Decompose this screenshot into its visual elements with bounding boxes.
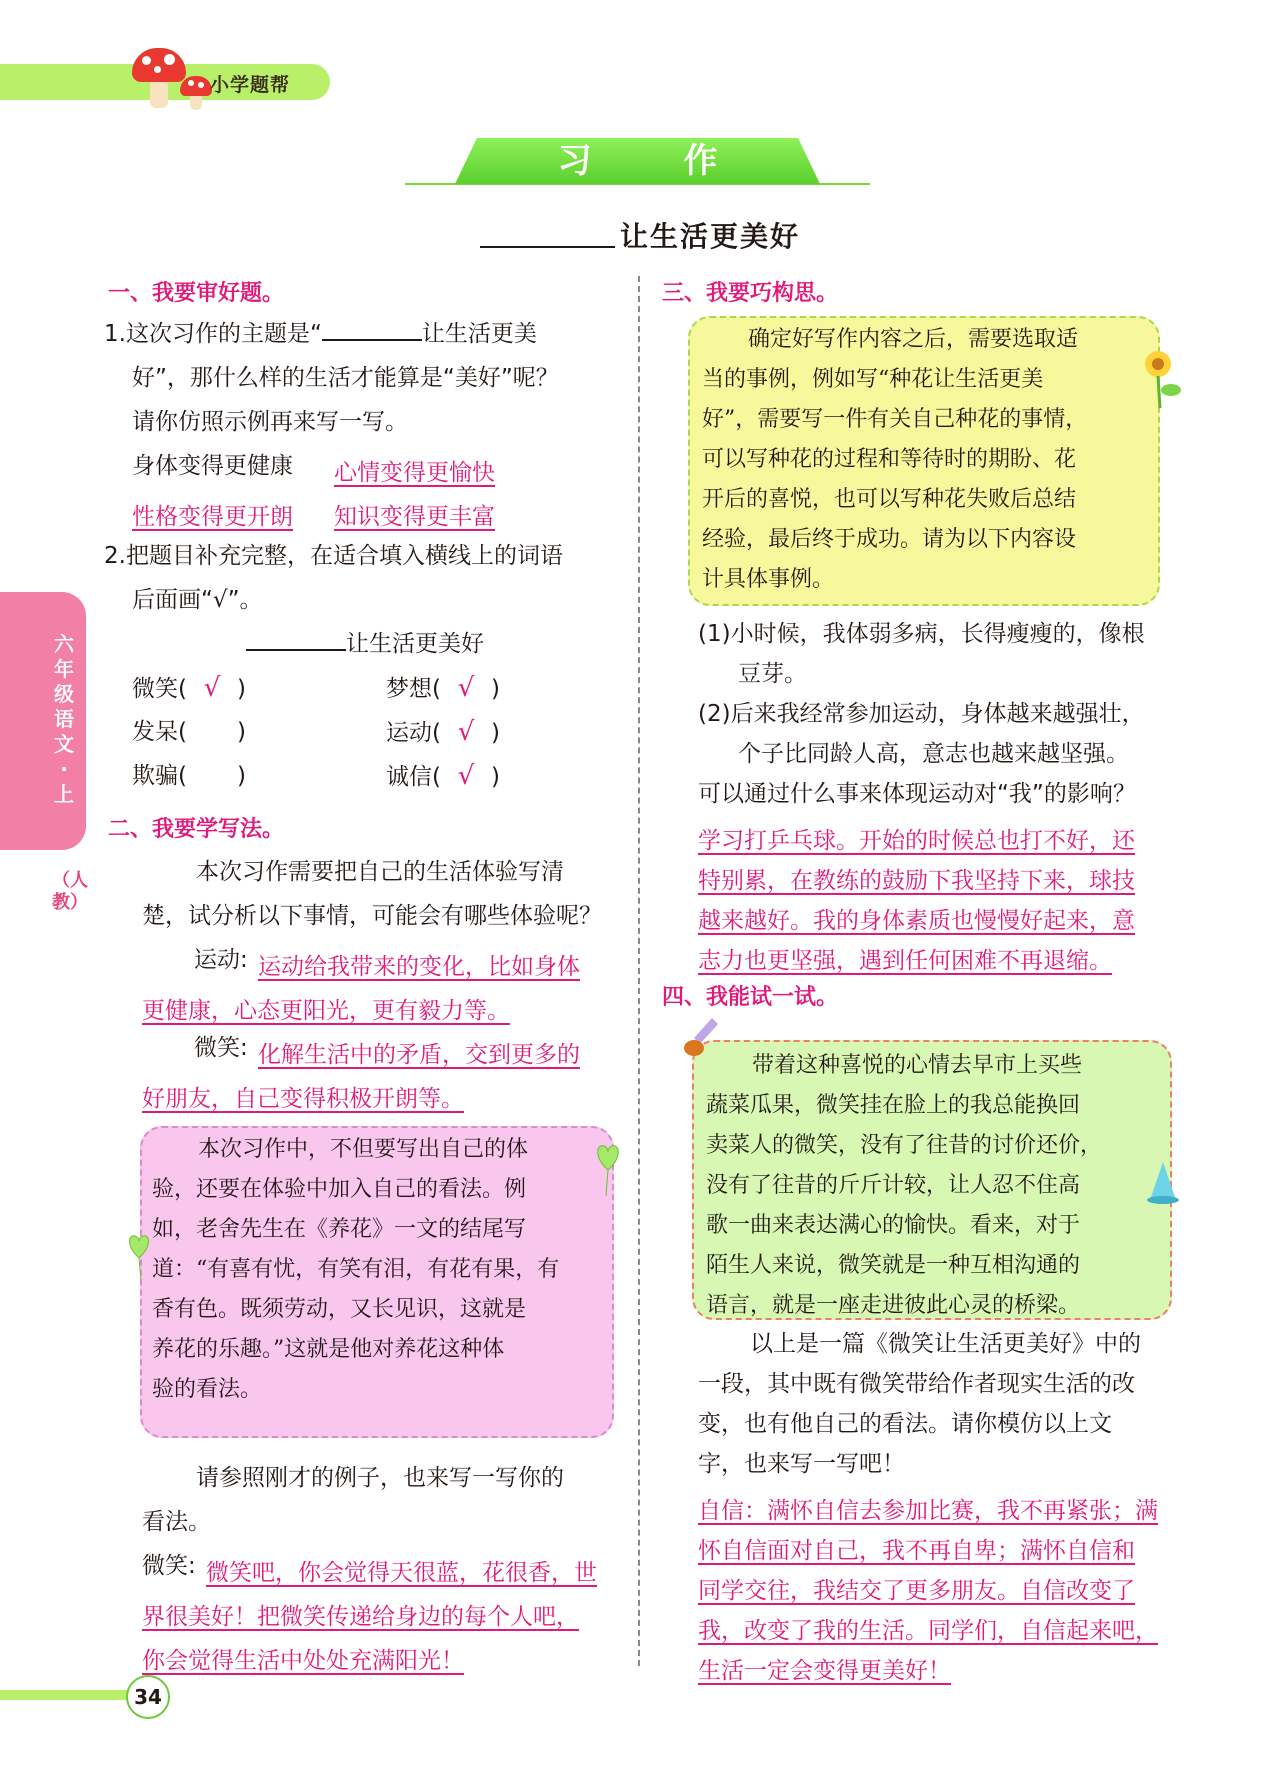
example-phrase: 身体变得更健康 — [132, 453, 293, 479]
grade-label: 六年级语文·上 — [54, 632, 74, 806]
q1-blank — [322, 317, 422, 341]
sport-answer: 运动给我带来的变化，比如身体 — [258, 954, 580, 980]
item1-line: 豆芽。 — [738, 661, 807, 687]
word-item: 欺骗( ) — [132, 763, 246, 789]
brand-label: 小学题帮 — [210, 74, 291, 96]
sport-label: 运动: — [194, 947, 248, 973]
q2-line1: 2.把题目补充完整，在适合填入横线上的词语 — [104, 543, 563, 569]
section3-answer: 志力也更坚强，遇到任何困难不再退缩。 — [698, 948, 1112, 974]
text-line: 一段，其中既有微笑带给作者现实生活的改 — [698, 1371, 1135, 1397]
smile-label: 微笑: — [194, 1035, 248, 1061]
view-answer: 你会觉得生活中处处充满阳光！ — [142, 1648, 464, 1674]
section4-answer: 自信：满怀自信去参加比赛，我不再紧张；满 — [698, 1498, 1158, 1524]
section3-answer: 学习打乒乓球。开始的时候总也打不好，还 — [698, 828, 1135, 854]
subtitle-blank — [480, 246, 615, 248]
text-line: 字，也来写一写吧！ — [698, 1451, 905, 1477]
item2-line: 个子比同龄人高，意志也越来越坚强。 — [738, 741, 1129, 767]
passage-text: 带着这种喜悦的心情去早市上买些 蔬菜瓜果，微笑挂在脸上的我总能换回 卖菜人的微笑，没有了往昔的讨价还价， 没有了往昔的斤斤计较，让人忍不住高 歌一曲来表达满心的愉快。看来，对于 陌生人来说，微笑就是一种互相沟通的 语言，就是一座走进彼此心灵的桥梁。 — [706, 1053, 1103, 1318]
text-line: 以上是一篇《微笑让生活更美好》中的 — [750, 1331, 1141, 1357]
question-line: 可以通过什么事来体现运动对“我”的影响？ — [698, 781, 1136, 807]
word-item: 发呆( ) — [132, 719, 246, 745]
prompt-line: 请参照刚才的例子，也来写一写你的 — [196, 1465, 564, 1491]
section2-heading: 二、我要学写法。 — [108, 817, 285, 842]
heart-balloon-icon — [592, 1140, 624, 1196]
view-answer: 微笑吧，你会觉得天很蓝，花很香，世 — [206, 1560, 597, 1586]
q2-line2: 后面画“√”。 — [132, 587, 263, 613]
section4-answer: 同学交往，我结交了更多朋友。自信改变了 — [698, 1578, 1135, 1604]
mushroom-cap-icon — [132, 48, 186, 82]
section1-heading: 一、我要审好题。 — [108, 281, 285, 306]
section3-heading: 三、我要巧构思。 — [662, 281, 839, 306]
brush-icon — [682, 1014, 728, 1064]
sunflower-icon — [1138, 346, 1184, 410]
intro-line: 本次习作需要把自己的生活体验写清 — [196, 859, 564, 885]
heart-balloon-icon — [124, 1230, 154, 1280]
word-item: 微笑( √ ) — [132, 673, 246, 703]
tip-text: 本次习作中，不但要写出自己的体 验，还要在体验中加入自己的看法。例 如，老舍先生在《养花》一文的结尾写 道：“有喜有忧，有笑有泪，有花有果，有 香有色。既须劳动，又长见识，这就是 养花的乐趣。”这就是他对养花这种体 验的看法。 — [152, 1137, 560, 1402]
view-answer: 界很美好！把微笑传递给身边的每个人吧， — [142, 1604, 579, 1630]
answer-phrase: 性格变得更开朗 — [132, 504, 293, 530]
section4-answer: 生活一定会变得更美好！ — [698, 1658, 951, 1684]
prompt-line: 看法。 — [142, 1509, 211, 1535]
section4-heading: 四、我能试一试。 — [662, 985, 839, 1010]
mushroom-icon — [150, 80, 168, 108]
word-item: 运动( √ ) — [386, 717, 500, 747]
answer-phrase: 心情变得更愉快 — [334, 460, 495, 486]
page-number: 34 — [126, 1675, 170, 1719]
item2-line: (2)后来我经常参加运动，身体越来越强壮， — [698, 701, 1145, 727]
q1-line2: 好”，那什么样的生活才能算是“美好”呢？ — [132, 365, 559, 391]
small-mushroom-cap-icon — [180, 76, 212, 96]
smile-answer: 化解生活中的矛盾，交到更多的 — [258, 1042, 580, 1068]
section4-answer: 我，改变了我的生活。同学们，自信起来吧， — [698, 1618, 1158, 1644]
page-title: 习 作 — [557, 141, 758, 181]
wizard-hat-icon — [1146, 1160, 1180, 1206]
tip-text: 确定好写作内容之后，需要选取适 当的事例，例如写“种花让生活更美 好”，需要写一件有关自己种花的事情， 可以写种花的过程和等待时的期盼、花 开后的喜悦，也可以写种花失败后总结 经验，最后终于成功。请为以下内容设 计具体事例。 — [702, 327, 1088, 592]
small-mushroom-icon — [190, 94, 202, 110]
footer-band — [0, 1690, 140, 1700]
item1-line: (1)小时候，我体弱多病，长得瘦瘦的，像根 — [698, 621, 1145, 647]
q2-blank — [246, 627, 346, 651]
q2-blank-title: 让生活更美好 — [246, 622, 484, 666]
subtitle: 让生活更美好 — [620, 220, 801, 253]
answer-phrase: 知识变得更丰富 — [334, 504, 495, 530]
edition-label: （人教） — [52, 870, 88, 913]
smile-answer: 好朋友，自己变得积极开朗等。 — [142, 1086, 464, 1112]
q1-line1: 1.这次习作的主题是“ 让生活更美 — [104, 312, 537, 356]
word-item: 诚信( √ ) — [386, 761, 500, 791]
q1-line3: 请你仿照示例再来写一写。 — [132, 409, 408, 435]
word-item: 梦想( √ ) — [386, 673, 500, 703]
view-label: 微笑: — [142, 1553, 196, 1579]
intro-line: 楚，试分析以下事情，可能会有哪些体验呢？ — [142, 903, 602, 929]
sport-answer: 更健康，心态更阳光，更有毅力等。 — [142, 998, 510, 1024]
column-divider — [638, 276, 640, 1666]
section3-answer: 特别累，在教练的鼓励下我坚持下来，球技 — [698, 868, 1135, 894]
section3-answer: 越来越好。我的身体素质也慢慢好起来，意 — [698, 908, 1135, 934]
text-line: 变，也有他自己的看法。请你模仿以上文 — [698, 1411, 1112, 1437]
section4-answer: 怀自信面对自己，我不再自卑；满怀自信和 — [698, 1538, 1135, 1564]
